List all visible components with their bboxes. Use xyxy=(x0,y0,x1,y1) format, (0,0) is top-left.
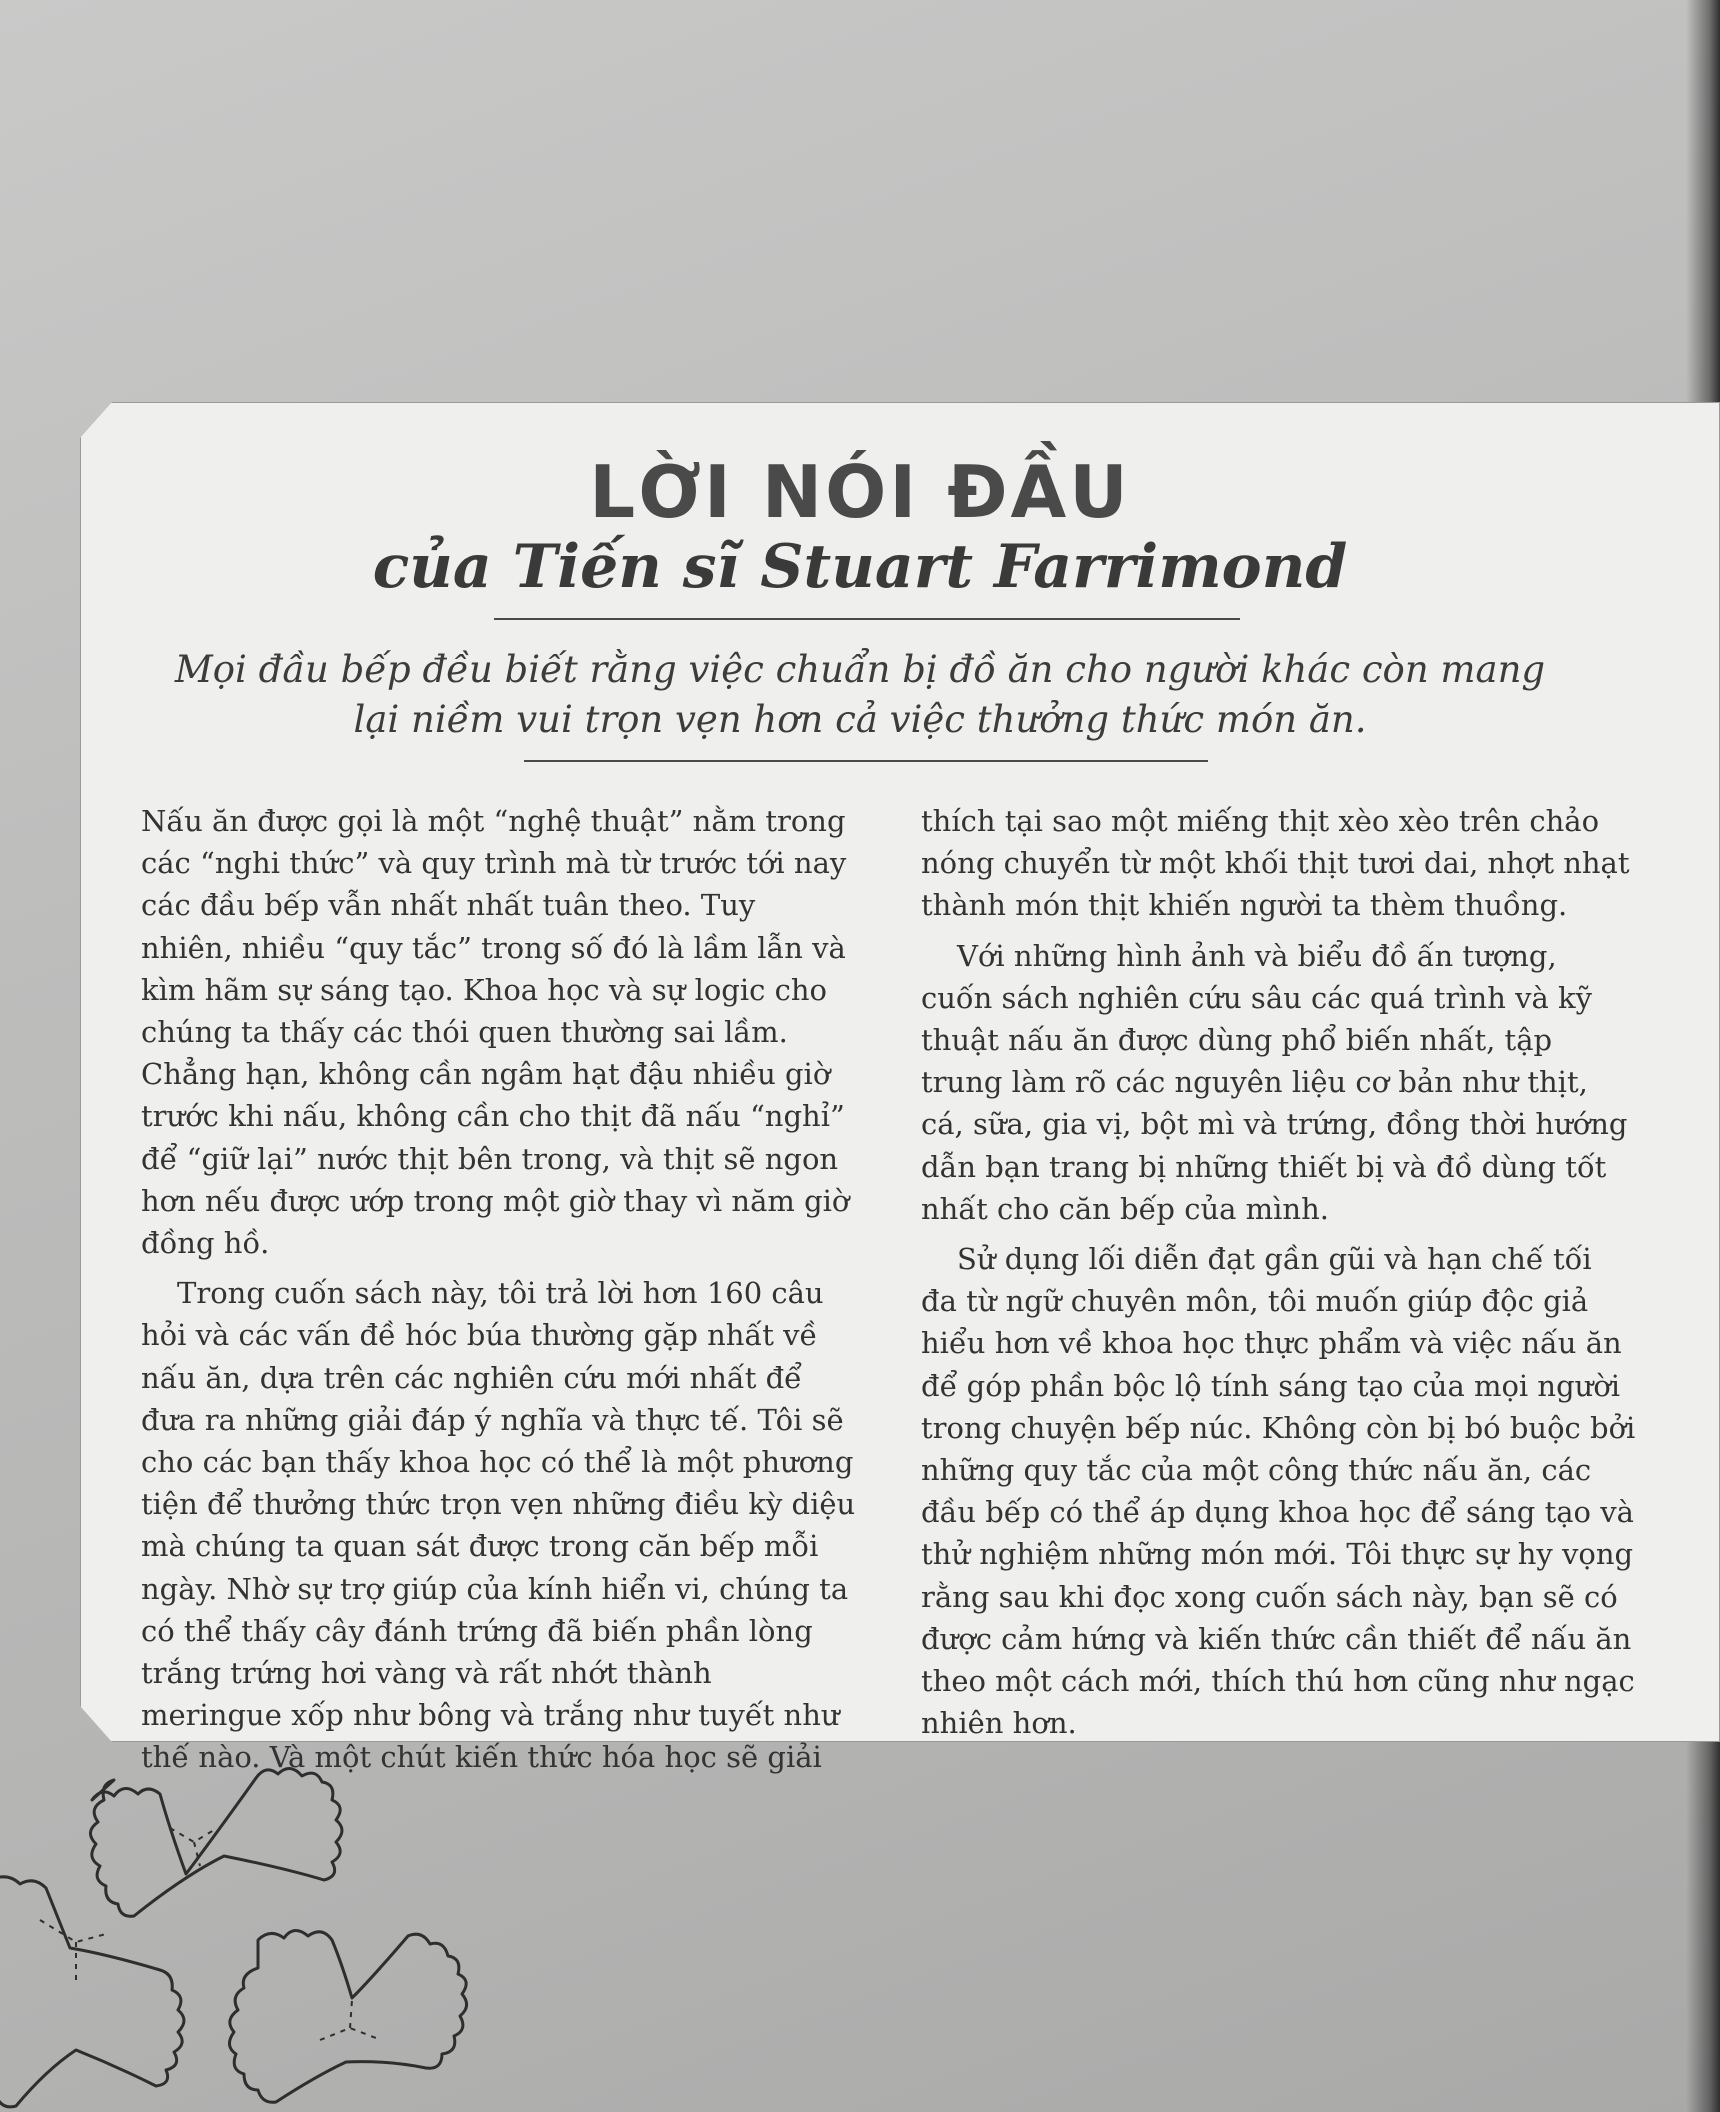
right-column xyxy=(921,800,1636,1752)
quote-divider xyxy=(524,760,1208,762)
page-title: LỜI NÓI ĐẦU xyxy=(589,450,1131,534)
left-column xyxy=(141,800,856,1787)
body-paragraph: Với những hình ảnh và biểu đồ ấn tượng, cuốn sách nghiên cứu sâu các quá trình và kỹ thuật nấu ăn được dùng phổ biến nhất, tập trung làm rõ các nguyên liệu cơ bản như thịt, cá, sữa, gia vị, bột mì và trứng, đồng thời hướng dẫn bạn trang bị những thiết bị và đồ dùng tốt nhất cho căn bếp của mình. xyxy=(921,938,1628,1226)
body-paragraph: Nấu ăn được gọi là một “nghệ thuật” nằm trong các “nghi thức” và quy trình mà từ trước tới nay các đầu bếp vẫn nhất nhất tuân theo. Tuy nhiên, nhiều “quy tắc” trong số đó là lầm lẫn và kìm hãm sự sáng tạo. Khoa học và sự logic cho chúng ta thấy các thói quen thường sai lầm. Chẳng hạn, không cần ngâm hạt đậu nhiều giờ trước khi nấu, không cần cho thịt đã nấu “nghỉ” để “giữ lại” nước thịt bên trong, và thịt sẽ ngon hơn nếu được ướp trong một giờ thay vì năm giờ đồng hồ. xyxy=(141,804,850,1261)
body-paragraph-continuation: thích tại sao một miếng thịt xèo xèo trên chảo nóng chuyển từ một khối thịt tươi dai, nhợt nhạt thành món thịt khiến người ta thèm thuồng. xyxy=(921,804,1630,923)
body-paragraph: Trong cuốn sách này, tôi trả lời hơn 160 câu hỏi và các vấn đề hóc búa thường gặp nhất về nấu ăn, dựa trên các nghiên cứu mới nhất để đưa ra những giải đáp ý nghĩa và thực tế. Tôi sẽ cho các bạn thấy khoa học có thể là một phương tiện để thưởng thức trọn vẹn những điều kỳ diệu mà chúng ta quan sát được trong căn bếp mỗi ngày. Nhờ sự trợ giúp của kính hiển vi, chúng ta có thể thấy cây đánh trứng đã biến phần lòng trắng trứng hơi vàng và rất nhớt thành meringue xốp như bông và trắng như tuyết như thế nào. Và một chút kiến thức hóa học sẽ giải xyxy=(141,1276,856,1775)
author-subtitle: của Tiến sĩ Stuart Farrimond xyxy=(372,532,1348,602)
body-paragraph: Sử dụng lối diễn đạt gần gũi và hạn chế tối đa từ ngữ chuyên môn, tôi muốn giúp độc giả hiểu hơn về khoa học thực phẩm và việc nấu ăn để góp phần bộc lộ tính sáng tạo của mọi người trong chuyện bếp núc. Không còn bị bó buộc bởi những quy tắc của một công thức nấu ăn, các đầu bếp có thể áp dụng khoa học để sáng tạo và thử nghiệm những món mới. Tôi thực sự hy vọng rằng sau khi đọc xong cuốn sách này, bạn sẽ có được cảm hứng và kiến thức cần thiết để nấu ăn theo một cách mới, thích thú hơn cũng như ngạc nhiên hơn. xyxy=(921,1242,1636,1741)
title-divider xyxy=(494,618,1240,620)
farfalle-pasta-icon xyxy=(0,1720,540,2112)
pull-quote: Mọi đầu bếp đều biết rằng việc chuẩn bị đồ ăn cho người khác còn mang lại niềm vui trọn vẹn hơn cả việc thưởng thức món ăn. xyxy=(174,648,1546,741)
